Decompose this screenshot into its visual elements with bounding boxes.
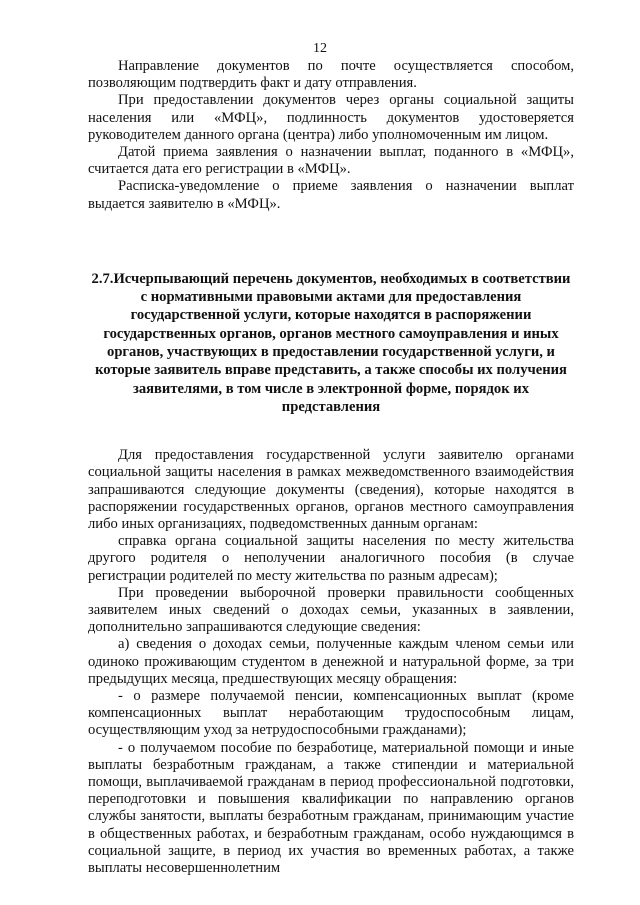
paragraph: Датой приема заявления о назначении выплат, поданного в «МФЦ», считается дата его регистрации в «МФЦ».	[88, 144, 574, 178]
page-number: 12	[313, 41, 327, 56]
paragraph: - о размере получаемой пенсии, компенсационных выплат (кроме компенсационных выплат неработающим трудоспособным лицам, осуществляющим уход за нетрудоспособными гражданами);	[88, 688, 574, 739]
paragraph: Направление документов по почте осуществляется способом, позволяющим подтвердить факт и дату отправления.	[88, 58, 574, 92]
paragraph: справка органа социальной защиты населения по месту жительства другого родителя о неполучении аналогичного пособия (в случае регистрации родителей по месту жительства по разным адресам);	[88, 533, 574, 584]
document-body	[88, 58, 574, 877]
paragraph: Расписка-уведомление о приеме заявления о назначении выплат выдается заявителю в «МФЦ».	[88, 178, 574, 212]
paragraph: При проведении выборочной проверки правильности сообщенных заявителем иных сведений о доходах семьи, указанных в заявлении, дополнительно запрашиваются следующие сведения:	[88, 584, 574, 636]
section-heading: 2.7.Исчерпывающий перечень документов, необходимых в соответствии с нормативными правовыми актами для предоставления государственной услуги, которые находятся в распоряжении государственных органов, органов местного самоуправления и иных органов, участвующих в предоставлении государственной услуги, и которые заявитель вправе представить, а также способы их получения заявителями, в том числе в электронной форме, порядок их представления	[91, 270, 571, 415]
paragraph: - о получаемом пособие по безработице, материальной помощи и иные выплаты безработным гражданам, а также стипендии и материальной помощи, выплачиваемой гражданам в период профессиональной подготовки, переподготовки и повышения квалификации по направлению органов службы занятости, выплаты безработным гражданам, принимающим участие в общественных работах, и безработным гражданам, особо нуждающимся в социальной защите, в период их участия во временных работах, а также выплаты несовершеннолетним	[88, 739, 574, 877]
paragraph: а) сведения о доходах семьи, полученные каждым членом семьи или одиноко проживающим студентом в денежной и натуральной форме, за три предыдущих месяца, предшествующих месяцу обращения:	[88, 636, 574, 687]
paragraph: Для предоставления государственной услуги заявителю органами социальной защиты населения в рамках межведомственного взаимодействия запрашиваются следующие документы (сведения), которые находятся в распоряжении государственных органов, органов местного самоуправления либо иных организациях, подведомственных данным органам:	[88, 447, 574, 533]
paragraph: При предоставлении документов через органы социальной защиты населения или «МФЦ», подлинность документов удостоверяется руководителем данного органа (центра) либо уполномоченным им лицом.	[88, 92, 574, 143]
